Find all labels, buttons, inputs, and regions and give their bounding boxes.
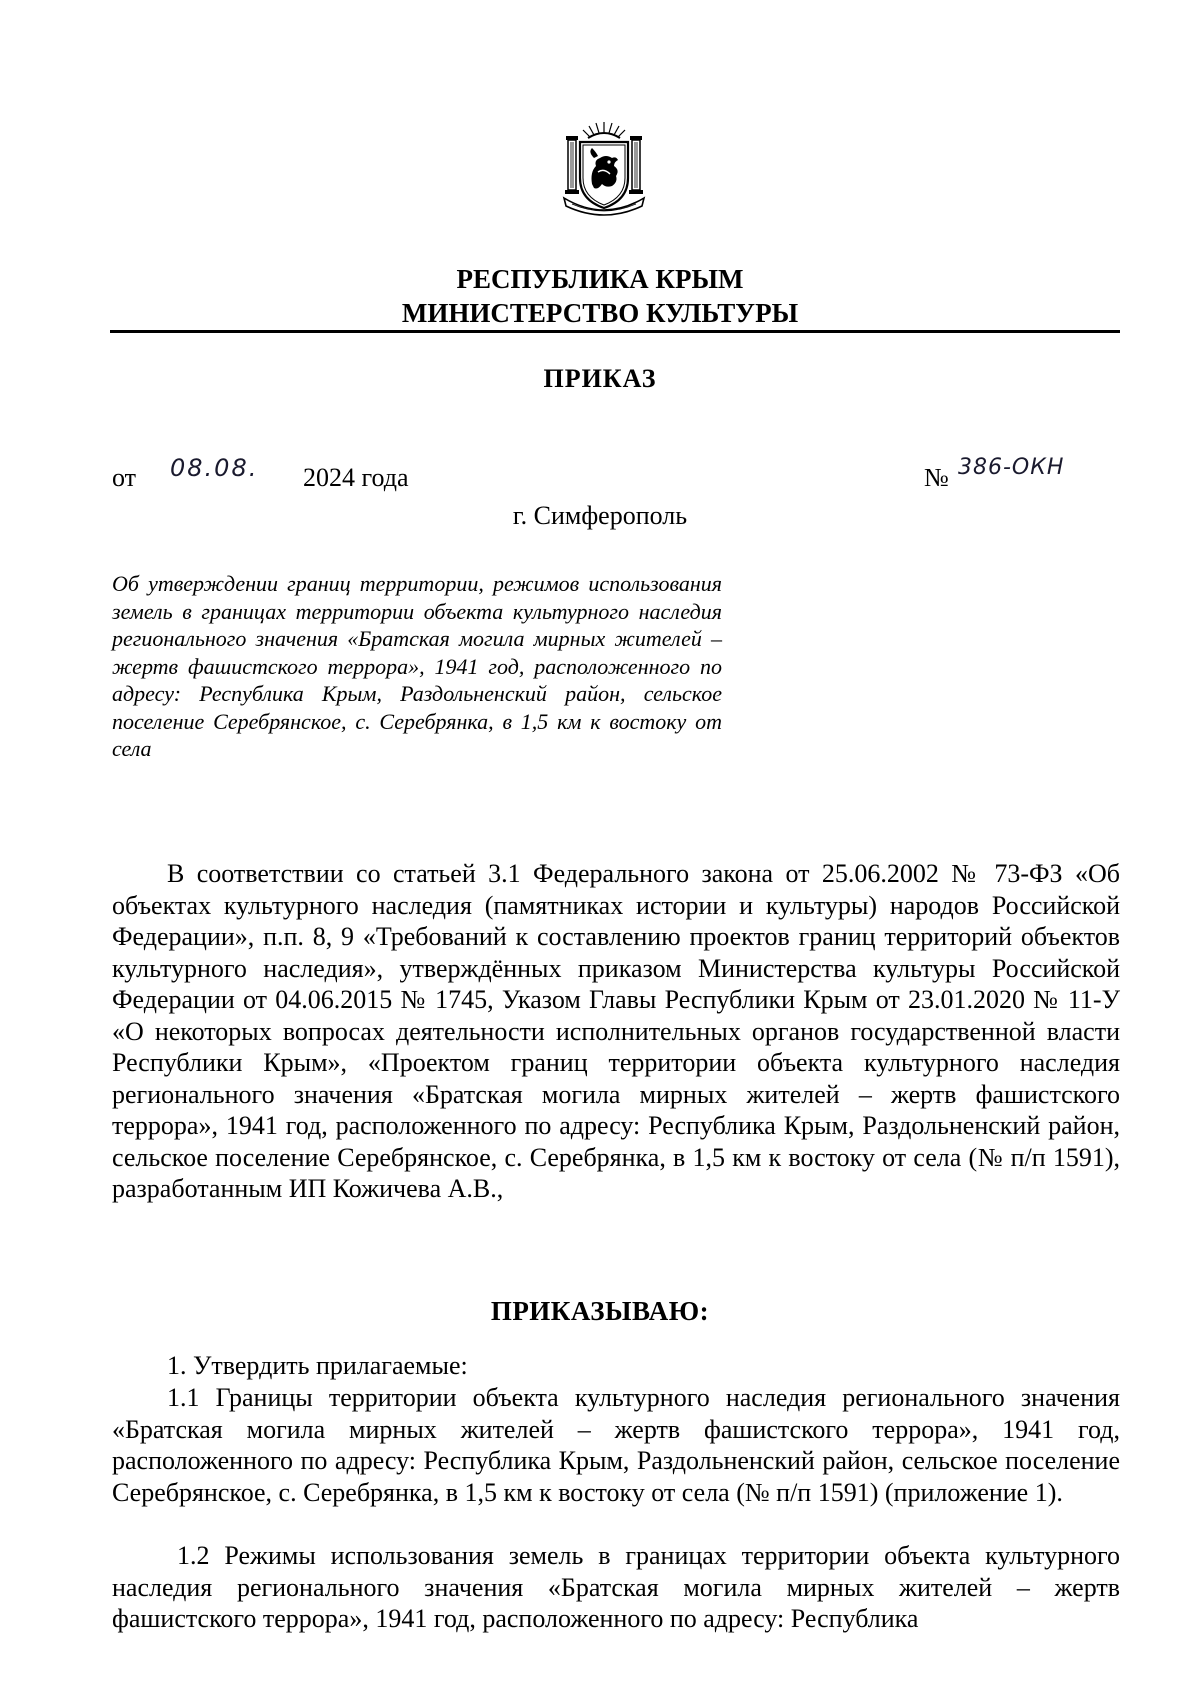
order-subject: Об утверждении границ территории, режимов использования земель в границах территории объекта культурного наследия регионального значения «Братская могила мирных жителей – жертв фашистского террора», 1941 год, расположенного по адресу: Республика Крым, Раздольненский район, сельское поселение Серебрянское, с. Серебрянка, в 1,5 км к востоку от села bbox=[112, 571, 722, 761]
document-type-title: ПРИКАЗ bbox=[543, 364, 657, 393]
crimea-coat-of-arms-icon bbox=[558, 118, 650, 222]
republic-title: РЕСПУБЛИКА КРЫМ bbox=[456, 264, 744, 294]
handwritten-number: 386-ОКН bbox=[958, 455, 1065, 480]
ministry-title: МИНИСТЕРСТВО КУЛЬТУРЫ bbox=[401, 298, 799, 328]
header-divider bbox=[110, 330, 1120, 333]
date-year: 2024 года bbox=[303, 463, 409, 492]
date-prefix: от bbox=[112, 463, 137, 492]
preamble-paragraph: В соответствии со статьей 3.1 Федерального закона от 25.06.2002 № 73-ФЗ «Об объектах культурного наследия (памятниках истории и культуры) народов Российской Федерации», п.п. 8, 9 «Требований к составлению проектов границ территорий объектов культурного наследия», утверждённых приказом Министерства культуры Российской Федерации от 04.06.2015 № 1745, Указом Главы Республики Крым от 23.01.2020 № 11-У «О некоторых вопросах деятельности исполнительных органов государственной власти Республики Крым», «Проектом границ территории объекта культурного наследия регионального значения «Братская могила мирных жителей – жертв фашистского террора», 1941 год, расположенного по адресу: Республика Крым, Раздольненский район, сельское поселение Серебрянское, с. Серебрянка, в 1,5 км к востоку от села (№ п/п 1591), разработанным ИП Кожичева А.В., bbox=[112, 859, 1120, 1203]
number-prefix: № bbox=[924, 463, 949, 492]
decree-item-1-2: 1.2 Режимы использования земель в границах территории объекта культурного наследия регионального значения «Братская могила мирных жителей – жертв фашистского террора», 1941 год, расположенного по адресу: Республика bbox=[112, 1541, 1120, 1633]
decree-heading: ПРИКАЗЫВАЮ: bbox=[490, 1296, 710, 1326]
decree-item-1-1: 1.1 Границы территории объекта культурного наследия регионального значения «Братская могила мирных жителей – жертв фашистского террора», 1941 год, расположенного по адресу: Республика Крым, Раздольненский район, сельское поселение Серебрянское, с. Серебрянка, в 1,5 км к востоку от села (№ п/п 1591) (приложение 1). bbox=[112, 1383, 1120, 1507]
handwritten-date: 08.08. bbox=[170, 454, 259, 482]
decree-item-1: 1. Утвердить прилагаемые: bbox=[167, 1351, 468, 1380]
city-line: г. Симферополь bbox=[512, 501, 688, 530]
